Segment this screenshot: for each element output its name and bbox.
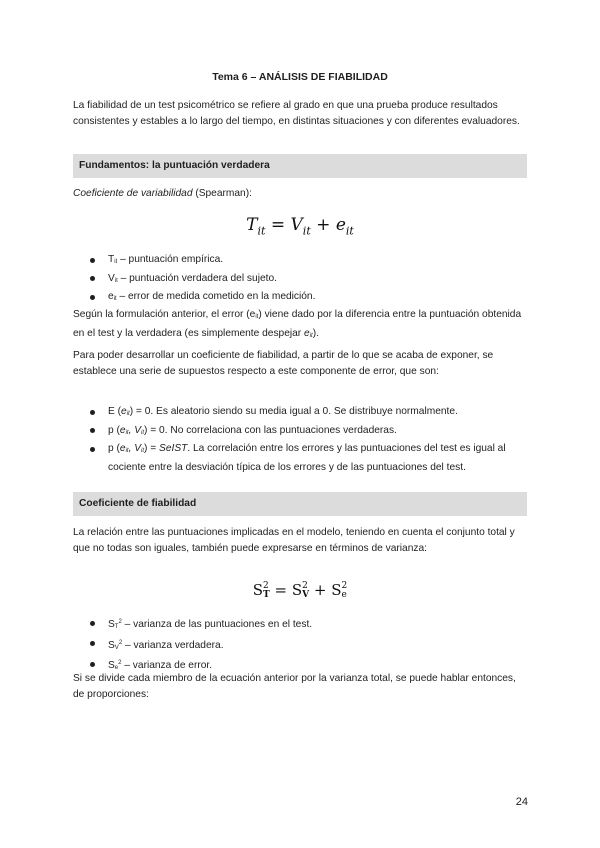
assumption-text: E ( [108,406,122,417]
formula-V: V [290,215,303,235]
error-text-b: ) viene dado por la diferencia entre la puntuación obtenida en el test y la verdadera (es simplemente despejar [73,309,522,339]
list-item [73,252,528,271]
assumption-italic: e [119,443,126,454]
bullet-sup: 2 [118,639,123,646]
section-heading-coeficiente: Coeficiente de fiabilidad [73,492,527,516]
formula-exp: 2 [341,581,348,591]
coef-label-rest: (Spearman): [192,188,252,199]
bullet-list-assumptions [73,404,528,475]
formula-V-sub: it [302,224,311,238]
bullet-sub: e [114,665,119,671]
assumption-text: ) = 0. Es aleatorio siendo su media igual a 0. Se distribuye normalmente. [129,406,458,417]
formula-S: S [252,581,264,599]
relacion-paragraph: La relación entre las puntuaciones implicadas en el modelo, teniendo en cuenta el conjunto total y que no todas son iguales, también puede expresarse en términos de varianza: [73,527,515,554]
error-text-a: Según la formulación anterior, el error (e [73,309,256,320]
assumption-sub: it [126,411,130,417]
formula-variance [0,581,600,600]
bullet-symbol: S [108,660,115,671]
formula-e: e [335,215,346,235]
bullet-symbol: S [108,619,115,630]
section-heading-fundamentos: Fundamentos: la puntuación verdadera [73,154,527,178]
assumption-text: . La correlación entre los errores y las puntuaciones del test es igual al cociente entre la desviación típica de los errores y de las puntuaciones del test. [108,443,506,473]
list-item [73,423,528,442]
list-item [73,441,528,475]
bullet-list-variances [73,615,528,677]
bullet-sub: V [114,644,119,651]
bullet-sub: it [114,277,118,284]
coef-variabilidad-label [73,186,528,202]
formula-plus: + [310,215,336,235]
error-paragraph [73,307,528,344]
error-text-d: ). [312,327,319,339]
bullet-sup: 2 [118,619,122,625]
assumption-text: p ( [108,443,120,454]
coef-label-italic: Coeficiente de variabilidad [73,188,193,199]
formula-exp: 2 [263,581,269,591]
error-italic-e: e [304,327,310,339]
assumption-italic: e [119,424,126,436]
bullet-sub: it [113,296,117,302]
bullet-symbol: S [108,639,115,651]
formula-exp: 2 [302,581,308,591]
error-sub-a: it [255,314,259,320]
assumption-italic: e [121,406,127,417]
error-sub-c: it [309,332,313,339]
bullet-text: – error de medida cometido en la medición. [116,291,316,302]
bullet-symbol: e [108,291,114,302]
page-title: Tema 6 – ANÁLISIS DE FIABILIDAD [212,71,388,83]
list-item [73,404,528,423]
assumption-sub: it [141,448,145,454]
assumption-italic: SeIST [159,443,188,454]
assumption-sub: it [125,448,129,454]
assumption-sub: it [141,429,145,436]
assumption-italic: , V [128,443,142,454]
bullet-sup: 2 [118,660,122,666]
assumption-text: p ( [108,424,120,436]
formula-e-sub: it [345,224,354,238]
bullet-text: – varianza verdadera. [122,639,224,651]
page-number: 24 [515,796,528,808]
assumption-italic: , V [128,424,142,436]
formula-eq: = [269,581,292,599]
bullet-text: – varianza de las puntuaciones en el test. [121,619,313,630]
list-item [73,615,528,636]
formula-sub-T: T [263,590,270,600]
formula-eq: = [265,215,291,235]
assumption-sub: it [125,429,129,436]
formula-S: S [331,581,342,599]
assumption-text: ) = [144,443,160,454]
supuestos-paragraph: Para poder desarrollar un coeficiente de fiabilidad, a partir de lo que se acaba de exponer, se establece una serie de supuestos respecto a este componente de error, que son: [73,350,494,377]
formula-true-score [0,215,600,237]
formula-sub-V: V [302,590,310,600]
formula-S: S [291,581,303,599]
bullet-list-scores [73,252,528,308]
bullet-sub: it [114,259,118,265]
list-item [73,636,528,657]
list-item [73,289,528,308]
bullet-symbol: V [108,272,115,284]
bullet-sub: T [114,624,119,630]
final-paragraph: Si se divide cada miembro de la ecuación anterior por la varianza total, se puede hablar entonces, de proporciones: [73,673,516,700]
formula-T-sub: it [257,224,266,238]
formula-sub-e: e [341,590,347,600]
formula-T: T [246,215,258,235]
list-item [73,271,528,290]
formula-plus: + [309,581,332,599]
bullet-text: – puntuación empírica. [117,254,224,265]
assumption-text: ) = 0. No correlaciona con las puntuaciones verdaderas. [144,424,397,436]
bullet-symbol: T [108,254,115,265]
bullet-text: – puntuación verdadera del sujeto. [117,272,277,284]
intro-paragraph: La fiabilidad de un test psicométrico se refiere al grado en que una prueba produce resultados consistentes y estables a lo largo del tiempo, en distintas situaciones y con diferentes evaluadores. [73,100,520,127]
bullet-text: – varianza de error. [121,660,213,671]
